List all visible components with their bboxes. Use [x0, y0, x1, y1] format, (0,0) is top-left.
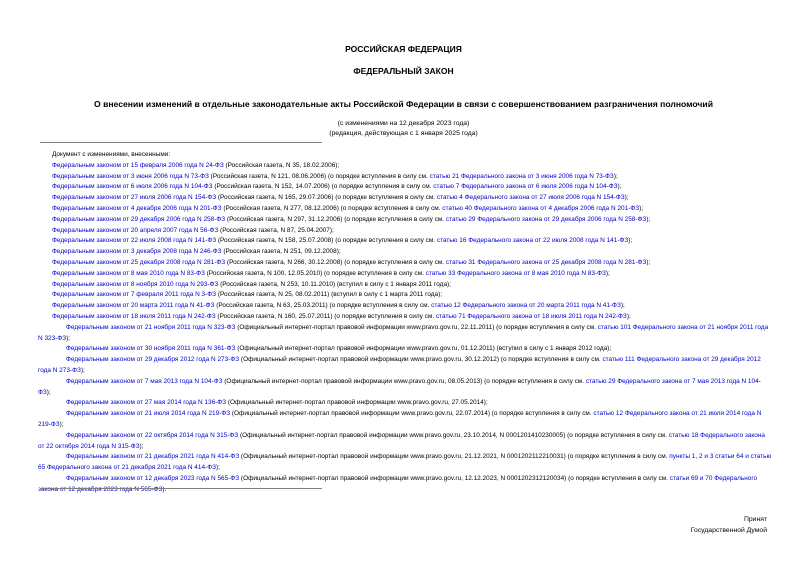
change-entry [38, 377, 772, 399]
entry-text: (Официальный интернет-портал правовой информации www.pravo.gov.ru, 21.12.2021, N 0001202112210031) (о порядке вступления в силу см. [239, 453, 670, 461]
change-entry [38, 161, 772, 172]
entry-text: (Российская газета, N 277, 08.12.2006) (о порядке вступления в силу см. [221, 204, 443, 212]
law-link[interactable]: Федеральным законом от 15 февраля 2006 года N 24-ФЗ [52, 161, 224, 169]
change-entry [38, 280, 772, 291]
change-entry [38, 398, 772, 409]
law-link[interactable]: статью 29 Федерального закона от 7 мая 2013 года N 104-ФЗ [38, 377, 761, 396]
entry-text: ); [46, 388, 51, 396]
entry-text: ); [66, 334, 71, 342]
law-link[interactable]: Федеральным законом от 8 ноября 2010 года N 293-ФЗ [52, 280, 219, 288]
law-link[interactable]: Федеральным законом от 27 мая 2014 года N 136-ФЗ [66, 399, 227, 407]
entry-text: (Официальный интернет-портал правовой информации www.pravo.gov.ru, 30.12.2012) (о порядке вступления в силу см. [239, 356, 603, 364]
change-entry [38, 474, 772, 496]
entry-text: ); [59, 420, 64, 428]
entry-text: (Российская газета, N 35, 18.02.2006); [223, 161, 340, 169]
law-link[interactable]: статью 16 Федерального закона от 22 июля 2008 года N 141-ФЗ [436, 237, 629, 245]
law-link[interactable]: статью 4 Федерального закона от 27 июля 2006 года N 154-ФЗ [436, 194, 625, 202]
law-link[interactable]: статью 18 Федерального закона от 22 октября 2014 года N 315-ФЗ [38, 431, 765, 450]
law-link[interactable]: Федеральным законом от 7 февраля 2011 года N 3-ФЗ [52, 291, 217, 299]
entry-text: (Российская газета, N 152, 14.07.2006) (о порядке вступления в силу см. [212, 183, 434, 191]
entry-text: (Российская газета, N 121, 08.06.2006) (о порядке вступления в силу см. [208, 172, 430, 180]
entry-text: ); [646, 258, 651, 266]
entry-text: ); [626, 312, 631, 320]
change-entry [38, 226, 772, 237]
change-entry [38, 172, 772, 183]
entry-text: (Российская газета, N 266, 30.12.2008) (о порядке вступления в силу см. [225, 258, 446, 266]
entry-text: (Российская газета, N 25, 08.02.2011) (вступил в силу с 1 марта 2011 года); [216, 291, 443, 299]
change-entry [38, 323, 772, 345]
entry-text: ); [80, 366, 85, 374]
law-link[interactable]: статью 12 Федерального закона от 20 марта 2011 года N 41-ФЗ [431, 302, 621, 310]
entry-text: (Официальный интернет-портал правовой информации www.pravo.gov.ru, 27.05.2014); [226, 399, 488, 407]
country-heading: РОССИЙСКАЯ ФЕДЕРАЦИЯ [345, 44, 462, 54]
changes-entries [38, 161, 772, 496]
accepted-by: Государственной Думой [690, 526, 767, 534]
law-link[interactable]: Федеральным законом от 21 декабря 2021 года N 414-ФЗ [66, 453, 240, 461]
entry-text: (Официальный интернет-портал правовой информации www.pravo.gov.ru, 12.12.2023, N 0001202312120034) (о порядке вступления в силу см. [239, 474, 670, 482]
entry-text: (Официальный интернет-портал правовой информации www.pravo.gov.ru, 22.07.2014) (о порядке вступления в силу см. [230, 410, 594, 418]
change-entry [38, 258, 772, 269]
entry-text: (Российская газета, N 158, 25.07.2008) (о порядке вступления в силу см. [216, 237, 437, 245]
law-link[interactable]: Федеральным законом от 12 декабря 2023 года N 565-ФЗ [66, 474, 240, 482]
law-link[interactable]: Федеральным законом от 3 декабря 2008 года N 246-ФЗ [52, 248, 222, 256]
change-entry [38, 409, 772, 431]
change-entry [38, 290, 772, 301]
law-link[interactable]: Федеральным законом от 22 июля 2008 года N 141-ФЗ [52, 237, 217, 245]
law-link[interactable]: Федеральным законом от 29 декабря 2006 года N 258-ФЗ [52, 215, 226, 223]
entry-text: ); [617, 183, 622, 191]
separator-bottom [40, 488, 322, 489]
entry-text: (Официальный интернет-портал правовой информации www.pravo.gov.ru, 08.05.2013) (о порядке вступления в силу см. [222, 377, 586, 385]
changes-list [38, 150, 772, 496]
entry-text: ); [624, 194, 629, 202]
document-type-heading: ФЕДЕРАЛЬНЫЙ ЗАКОН [353, 66, 454, 76]
law-link[interactable]: статью 40 Федерального закона от 4 декабря 2006 года N 201-ФЗ [442, 204, 640, 212]
accepted-label: Принят [743, 516, 767, 523]
change-entry [38, 344, 772, 355]
entry-text: ); [605, 269, 610, 277]
entry-text: (Официальный интернет-портал правовой информации www.pravo.gov.ru, 22.11.2011) (о порядке вступления в силу см. [235, 323, 598, 331]
change-entry [38, 193, 772, 204]
law-link[interactable]: статью 33 Федерального закона от 8 мая 2010 года N 83-ФЗ [425, 269, 606, 277]
edition-note: (редакция, действующая с 1 января 2025 года) [329, 130, 478, 137]
change-entry [38, 355, 772, 377]
change-entry [38, 312, 772, 323]
entry-text: (Российская газета, N 63, 25.03.2011) (о порядке вступления в силу см. [214, 302, 432, 310]
change-entry [38, 236, 772, 247]
law-link[interactable]: статьи 69 и 70 Федерального закона от 12 декабря 2023 года N 565-ФЗ [38, 474, 758, 493]
change-entry [38, 215, 772, 226]
change-entry [38, 204, 772, 215]
law-link[interactable]: Федеральным законом от 25 декабря 2008 года N 281-ФЗ [52, 258, 226, 266]
changes-heading: Документ с изменениями, внесенными: [52, 151, 171, 158]
law-link[interactable]: статью 111 Федерального закона от 29 декабря 2012 года N 273-ФЗ [38, 356, 761, 374]
law-link[interactable]: пункты 1, 2 и 3 статьи 64 и статью 65 Федерального закона от 21 декабря 2021 года N 414-ФЗ [38, 453, 772, 472]
law-link[interactable]: Федеральным законом от 20 апреля 2007 года N 56-ФЗ [52, 226, 219, 234]
entry-text: (Российская газета, N 253, 10.11.2010) (вступил в силу с 1 января 2011 года); [218, 280, 451, 288]
law-link[interactable]: статью 12 Федерального закона от 21 июля 2014 года N 219-ФЗ [38, 410, 762, 428]
entry-text: (Российская газета, N 100, 12.05.2010) (о порядке вступления в силу см. [204, 269, 426, 277]
entry-text: (Официальный интернет-портал правовой информации www.pravo.gov.ru, 01.12.2011) (вступил в силу с 1 января 2012 года); [235, 345, 612, 353]
document-title: О внесении изменений в отдельные законодательные акты Российской Федерации в связи с совершенствованием разграничения полномочий [94, 99, 713, 109]
change-entry [38, 301, 772, 312]
accepted-block [691, 515, 767, 536]
law-link[interactable]: Федеральным законом от 29 декабря 2012 года N 273-ФЗ [66, 356, 240, 364]
law-link[interactable]: Федеральным законом от 21 июля 2014 года N 219-ФЗ [66, 410, 231, 418]
change-entry [38, 431, 772, 453]
change-entry [38, 452, 772, 474]
law-link[interactable]: Федеральным законом от 20 марта 2011 года N 41-ФЗ [52, 302, 215, 310]
entry-text: (Российская газета, N 160, 25.07.2011) (о порядке вступления в силу см. [215, 312, 436, 320]
change-entry [38, 182, 772, 193]
change-entry [38, 247, 772, 258]
entry-text: (Российская газета, N 87, 25.04.2007); [218, 226, 334, 234]
entry-text: (Российская газета, N 165, 29.07.2006) (о порядке вступления в силу см. [216, 194, 437, 202]
entry-text: (Российская газета, N 251, 09.12.2008); [221, 248, 341, 256]
changes-note: (с изменениями на 12 декабря 2023 года) [337, 120, 470, 127]
entry-text: ); [628, 237, 633, 245]
change-entry [38, 269, 772, 280]
entry-text: ); [620, 302, 625, 310]
law-link[interactable]: Федеральным законом от 18 июля 2011 года N 242-ФЗ [52, 312, 216, 320]
law-link[interactable]: Федеральным законом от 6 июля 2006 года N 104-ФЗ [52, 183, 213, 191]
law-link[interactable]: статью 21 Федерального закона от 3 июня 2006 года N 73-ФЗ [429, 172, 614, 180]
law-link[interactable]: Федеральным законом от 21 ноября 2011 года N 323-ФЗ [66, 323, 236, 331]
entry-text: (Официальный интернет-портал правовой информации www.pravo.gov.ru, 23.10.2014, N 0001201410230005) (о порядке вступления в силу см. [238, 431, 669, 439]
entry-text: ); [139, 442, 144, 450]
entry-text: ). [162, 485, 167, 493]
entry-text: ); [215, 464, 220, 472]
law-link[interactable]: Федеральным законом от 30 ноября 2011 года N 361-ФЗ [66, 345, 236, 353]
law-link[interactable]: Федеральным законом от 7 мая 2013 года N 104-ФЗ [66, 377, 223, 385]
entry-text: (Российская газета, N 297, 31.12.2006) (о порядке вступления в силу см. [225, 215, 446, 223]
entry-text: ); [646, 215, 651, 223]
law-link[interactable]: Федеральным законом от 8 мая 2010 года N 83-ФЗ [52, 269, 205, 277]
law-link[interactable]: статью 31 Федерального закона от 25 декабря 2008 года N 281-ФЗ [445, 258, 647, 266]
law-link[interactable]: Федеральным законом от 4 декабря 2006 года N 201-ФЗ [52, 204, 222, 212]
separator-top [40, 142, 322, 143]
law-link[interactable]: статью 101 Федерального закона от 21 ноября 2011 года N 323-ФЗ [38, 323, 769, 342]
law-link[interactable]: Федеральным законом от 22 октября 2014 года N 315-ФЗ [66, 431, 239, 439]
entry-text: ); [613, 172, 618, 180]
law-link[interactable]: статью 71 Федерального закона от 18 июля 2011 года N 242-ФЗ [435, 312, 627, 320]
entry-text: ); [639, 204, 644, 212]
law-link[interactable]: Федеральным законом от 27 июля 2006 года N 154-ФЗ [52, 194, 217, 202]
law-link[interactable]: Федеральным законом от 3 июня 2006 года N 73-ФЗ [52, 172, 209, 180]
law-link[interactable]: статью 7 Федерального закона от 6 июля 2006 года N 104-ФЗ [433, 183, 618, 191]
law-link[interactable]: статью 29 Федерального закона от 29 декабря 2006 года N 258-ФЗ [445, 215, 647, 223]
